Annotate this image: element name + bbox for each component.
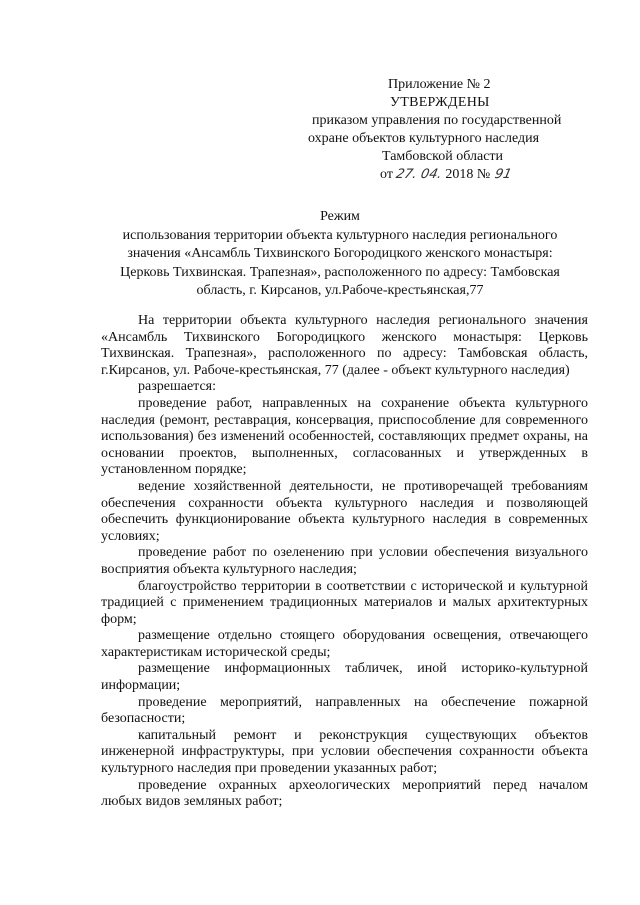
list-item: проведение работ по озеленению при условии обеспечения визуального восприятия объекта культурного наследия;: [101, 545, 588, 577]
list-item: размещение информационных табличек, иной историко-культурной информации;: [101, 661, 588, 694]
list-item: проведение мероприятий, направленных на обеспечение пожарной безопасности;: [101, 694, 588, 727]
title-line-4: Церковь Тихвинская. Трапезная», расположенного по адресу: Тамбовская: [120, 264, 560, 280]
order-date-line: [300, 166, 600, 184]
handwritten-number: 91: [493, 167, 513, 182]
list-item: благоустройство территории в соответствии с исторической и культурной традицией с применением традиционных материалов и малых архитектурных форм;: [101, 578, 588, 627]
allowed-heading: разрешается:: [138, 379, 216, 395]
title-line-5: область, г. Кирсанов, ул.Рабоче-крестьянская,77: [196, 283, 484, 298]
handwritten-date: 27. 04.: [394, 167, 444, 182]
number-prefix: №: [476, 167, 491, 182]
list-item: размещение отдельно стоящего оборудования освещения, отвечающего характеристикам исторической среды;: [101, 628, 588, 660]
date-prefix: от: [380, 167, 393, 182]
approval-block: [300, 76, 600, 184]
document-body: [101, 313, 588, 811]
list-item: проведение работ, направленных на сохранение объекта культурного наследия (ремонт, реставрация, консервация, приспособление для современного использования) без изменений особенностей, составляющих предмет охраны, на основании проектов, выполненных, согласованных и утвержденных в установленном порядке;: [101, 395, 588, 478]
order-line-1: приказом управления по государственной: [312, 113, 562, 128]
appendix-label: Приложение № 2: [388, 77, 491, 92]
document-title: [80, 208, 600, 301]
list-item: проведение охранных археологических мероприятий перед началом любых видов земляных работ;: [101, 777, 588, 810]
order-line-3: Тамбовской области: [382, 149, 504, 164]
order-line-2: охране объектов культурного наследия: [308, 131, 540, 146]
intro-paragraph: На территории объекта культурного наследия регионального значения «Ансамбль Тихвинского Богородицкого женского монастыря: Церковь Тихвинская. Трапезная», расположенного по адресу: Тамбовская область, г.Кирсанов, ул. Рабоче-крестьянская, 77 (далее - объект культурного наследия): [101, 313, 588, 378]
title-line-1: Режим: [320, 209, 360, 224]
title-line-2: использования территории объекта культурного наследия регионального: [122, 227, 558, 243]
list-item: ведение хозяйственной деятельности, не противоречащей требованиям обеспечения сохранности объекта культурного наследия и позволяющей обеспечить функционирование объекта культурного наследия в современных условиях;: [101, 478, 588, 544]
list-item: капитальный ремонт и реконструкция существующих объектов инженерной инфраструктуры, при условии обеспечения сохранности объекта культурного наследия при проведении указанных работ;: [101, 727, 588, 777]
approved-label: УТВЕРЖДЕНЫ: [390, 95, 490, 110]
title-line-3: значения «Ансамбль Тихвинского Богородицкого женского монастыря:: [127, 246, 553, 261]
order-year: 2018: [445, 167, 474, 182]
